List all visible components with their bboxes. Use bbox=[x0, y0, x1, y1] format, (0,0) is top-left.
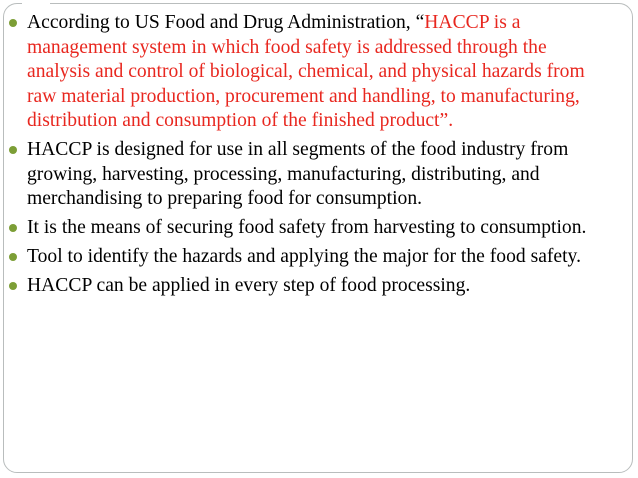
bullet-item-industry-segments bbox=[8, 138, 608, 212]
bullet-text-prefix: According to US Food and Drug Administration, “ bbox=[27, 12, 425, 33]
bullet-dot-icon bbox=[9, 224, 17, 232]
bullet-item-securing-safety bbox=[8, 216, 608, 241]
bullet-text: It is the means of securing food safety from harvesting to consumption. bbox=[27, 217, 587, 238]
bullet-text: HACCP can be applied in every step of food processing. bbox=[27, 275, 471, 296]
bullet-dot-icon bbox=[9, 19, 17, 27]
frame-notch bbox=[22, 3, 50, 6]
bullet-dot-icon bbox=[9, 146, 17, 154]
bullet-item-fda-definition bbox=[8, 11, 608, 134]
bullet-list bbox=[8, 11, 608, 303]
bullet-item-every-step bbox=[8, 274, 608, 299]
bullet-text-highlight: HACCP is a management system in which food safety is addressed through the analysis and control of biological, chemical, and physical hazards from raw material production, procurement and handling, to manufacturing, distribution and consumption of the finished product”. bbox=[27, 12, 585, 131]
bullet-dot-icon bbox=[9, 253, 17, 261]
bullet-item-hazard-tool bbox=[8, 245, 608, 270]
bullet-dot-icon bbox=[9, 282, 17, 290]
bullet-text: Tool to identify the hazards and applying the major for the food safety. bbox=[27, 246, 581, 267]
bullet-text: HACCP is designed for use in all segments of the food industry from growing, harvesting, processing, manufacturing, distributing, and merchandising to preparing food for consumption. bbox=[27, 139, 569, 209]
